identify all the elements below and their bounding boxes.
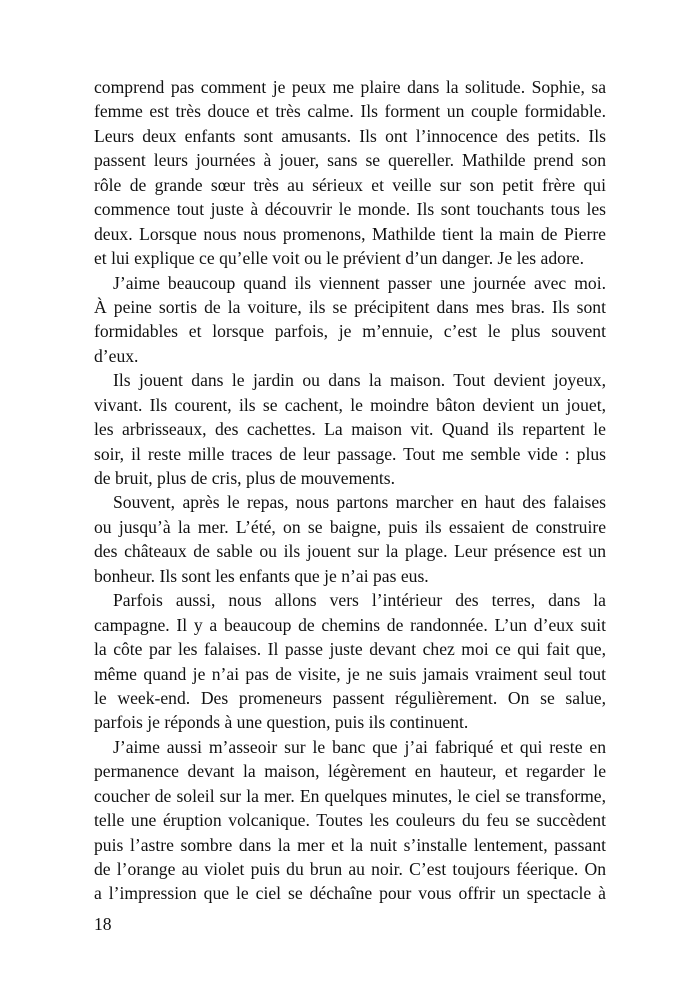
text-line: commence tout juste à découvrir le monde. Ils sont touchants tous les	[94, 199, 606, 220]
body-text	[94, 75, 606, 906]
text-line: d’eux.	[94, 345, 139, 366]
paragraph	[94, 490, 606, 588]
text-line: même quand je n’ai pas de visite, je ne suis jamais vraiment seul tout	[94, 663, 606, 684]
paragraph	[94, 588, 606, 735]
text-line: J’aime aussi m’asseoir sur le banc que j’ai fabriqué et qui reste en	[113, 736, 606, 757]
text-line: ou jusqu’à la mer. L’été, on se baigne, puis ils essaient de construire	[94, 516, 606, 537]
text-line: Parfois aussi, nous allons vers l’intérieur des terres, dans la	[113, 590, 606, 611]
text-line: a l’impression que le ciel se déchaîne pour vous offrir un spectacle à	[94, 883, 606, 904]
text-line: passent leurs journées à jouer, sans se quereller. Mathilde prend son	[94, 150, 606, 171]
text-line: vivant. Ils courent, ils se cachent, le moindre bâton devient un jouet,	[94, 394, 606, 415]
text-line: et lui explique ce qu’elle voit ou le prévient d’un danger. Je les adore.	[94, 248, 585, 269]
paragraph	[94, 368, 606, 490]
text-line: deux. Lorsque nous nous promenons, Mathilde tient la main de Pierre	[94, 223, 606, 244]
text-line: femme est très douce et très calme. Ils forment un couple formidable.	[94, 101, 606, 122]
page-number: 18	[94, 914, 112, 934]
text-line: les arbrisseaux, des cachettes. La maison vit. Quand ils repartent le	[94, 419, 606, 440]
text-line: comprend pas comment je peux me plaire dans la solitude. Sophie, sa	[94, 77, 606, 97]
text-line: permanence devant la maison, légèrement en hauteur, et regarder le	[94, 761, 606, 782]
text-line: le week-end. Des promeneurs passent régulièrement. On se salue,	[94, 687, 606, 708]
text-line: Souvent, après le repas, nous partons marcher en haut des falaises	[113, 492, 606, 513]
text-line: formidables et lorsque parfois, je m’ennuie, c’est le plus souvent	[94, 321, 606, 342]
text-line: la côte par les falaises. Il passe juste devant chez moi ce qui fait que,	[94, 639, 606, 660]
text-line: Leurs deux enfants sont amusants. Ils ont l’innocence des petits. Ils	[94, 125, 606, 146]
text-line: puis l’astre sombre dans la mer et la nuit s’installe lentement, passant	[94, 834, 606, 855]
text-line: campagne. Il y a beaucoup de chemins de randonnée. L’un d’eux suit	[94, 614, 606, 635]
text-line: bonheur. Ils sont les enfants que je n’ai pas eus.	[94, 565, 429, 586]
text-line: de l’orange au violet puis du brun au noir. C’est toujours féerique. On	[94, 859, 606, 879]
text-line: parfois je réponds à une question, puis ils continuent.	[94, 712, 469, 733]
text-line: telle une éruption volcanique. Toutes les couleurs du feu se succèdent	[94, 810, 606, 831]
paragraph	[94, 735, 606, 906]
paragraph	[94, 271, 606, 369]
text-line: À peine sortis de la voiture, ils se précipitent dans mes bras. Ils sont	[94, 296, 606, 317]
text-line: coucher de soleil sur la mer. En quelques minutes, le ciel se transforme,	[94, 785, 606, 806]
text-line: soir, il reste mille traces de leur passage. Tout me semble vide : plus	[94, 443, 606, 464]
text-line: J’aime beaucoup quand ils viennent passer une journée avec moi.	[113, 272, 606, 293]
text-line: rôle de grande sœur très au sérieux et veille sur son petit frère qui	[94, 174, 606, 195]
text-line: Ils jouent dans le jardin ou dans la maison. Tout devient joyeux,	[113, 370, 606, 391]
text-line: des châteaux de sable ou ils jouent sur la plage. Leur présence est un	[94, 541, 606, 562]
paragraph	[94, 75, 606, 271]
text-line: de bruit, plus de cris, plus de mouvements.	[94, 468, 396, 488]
